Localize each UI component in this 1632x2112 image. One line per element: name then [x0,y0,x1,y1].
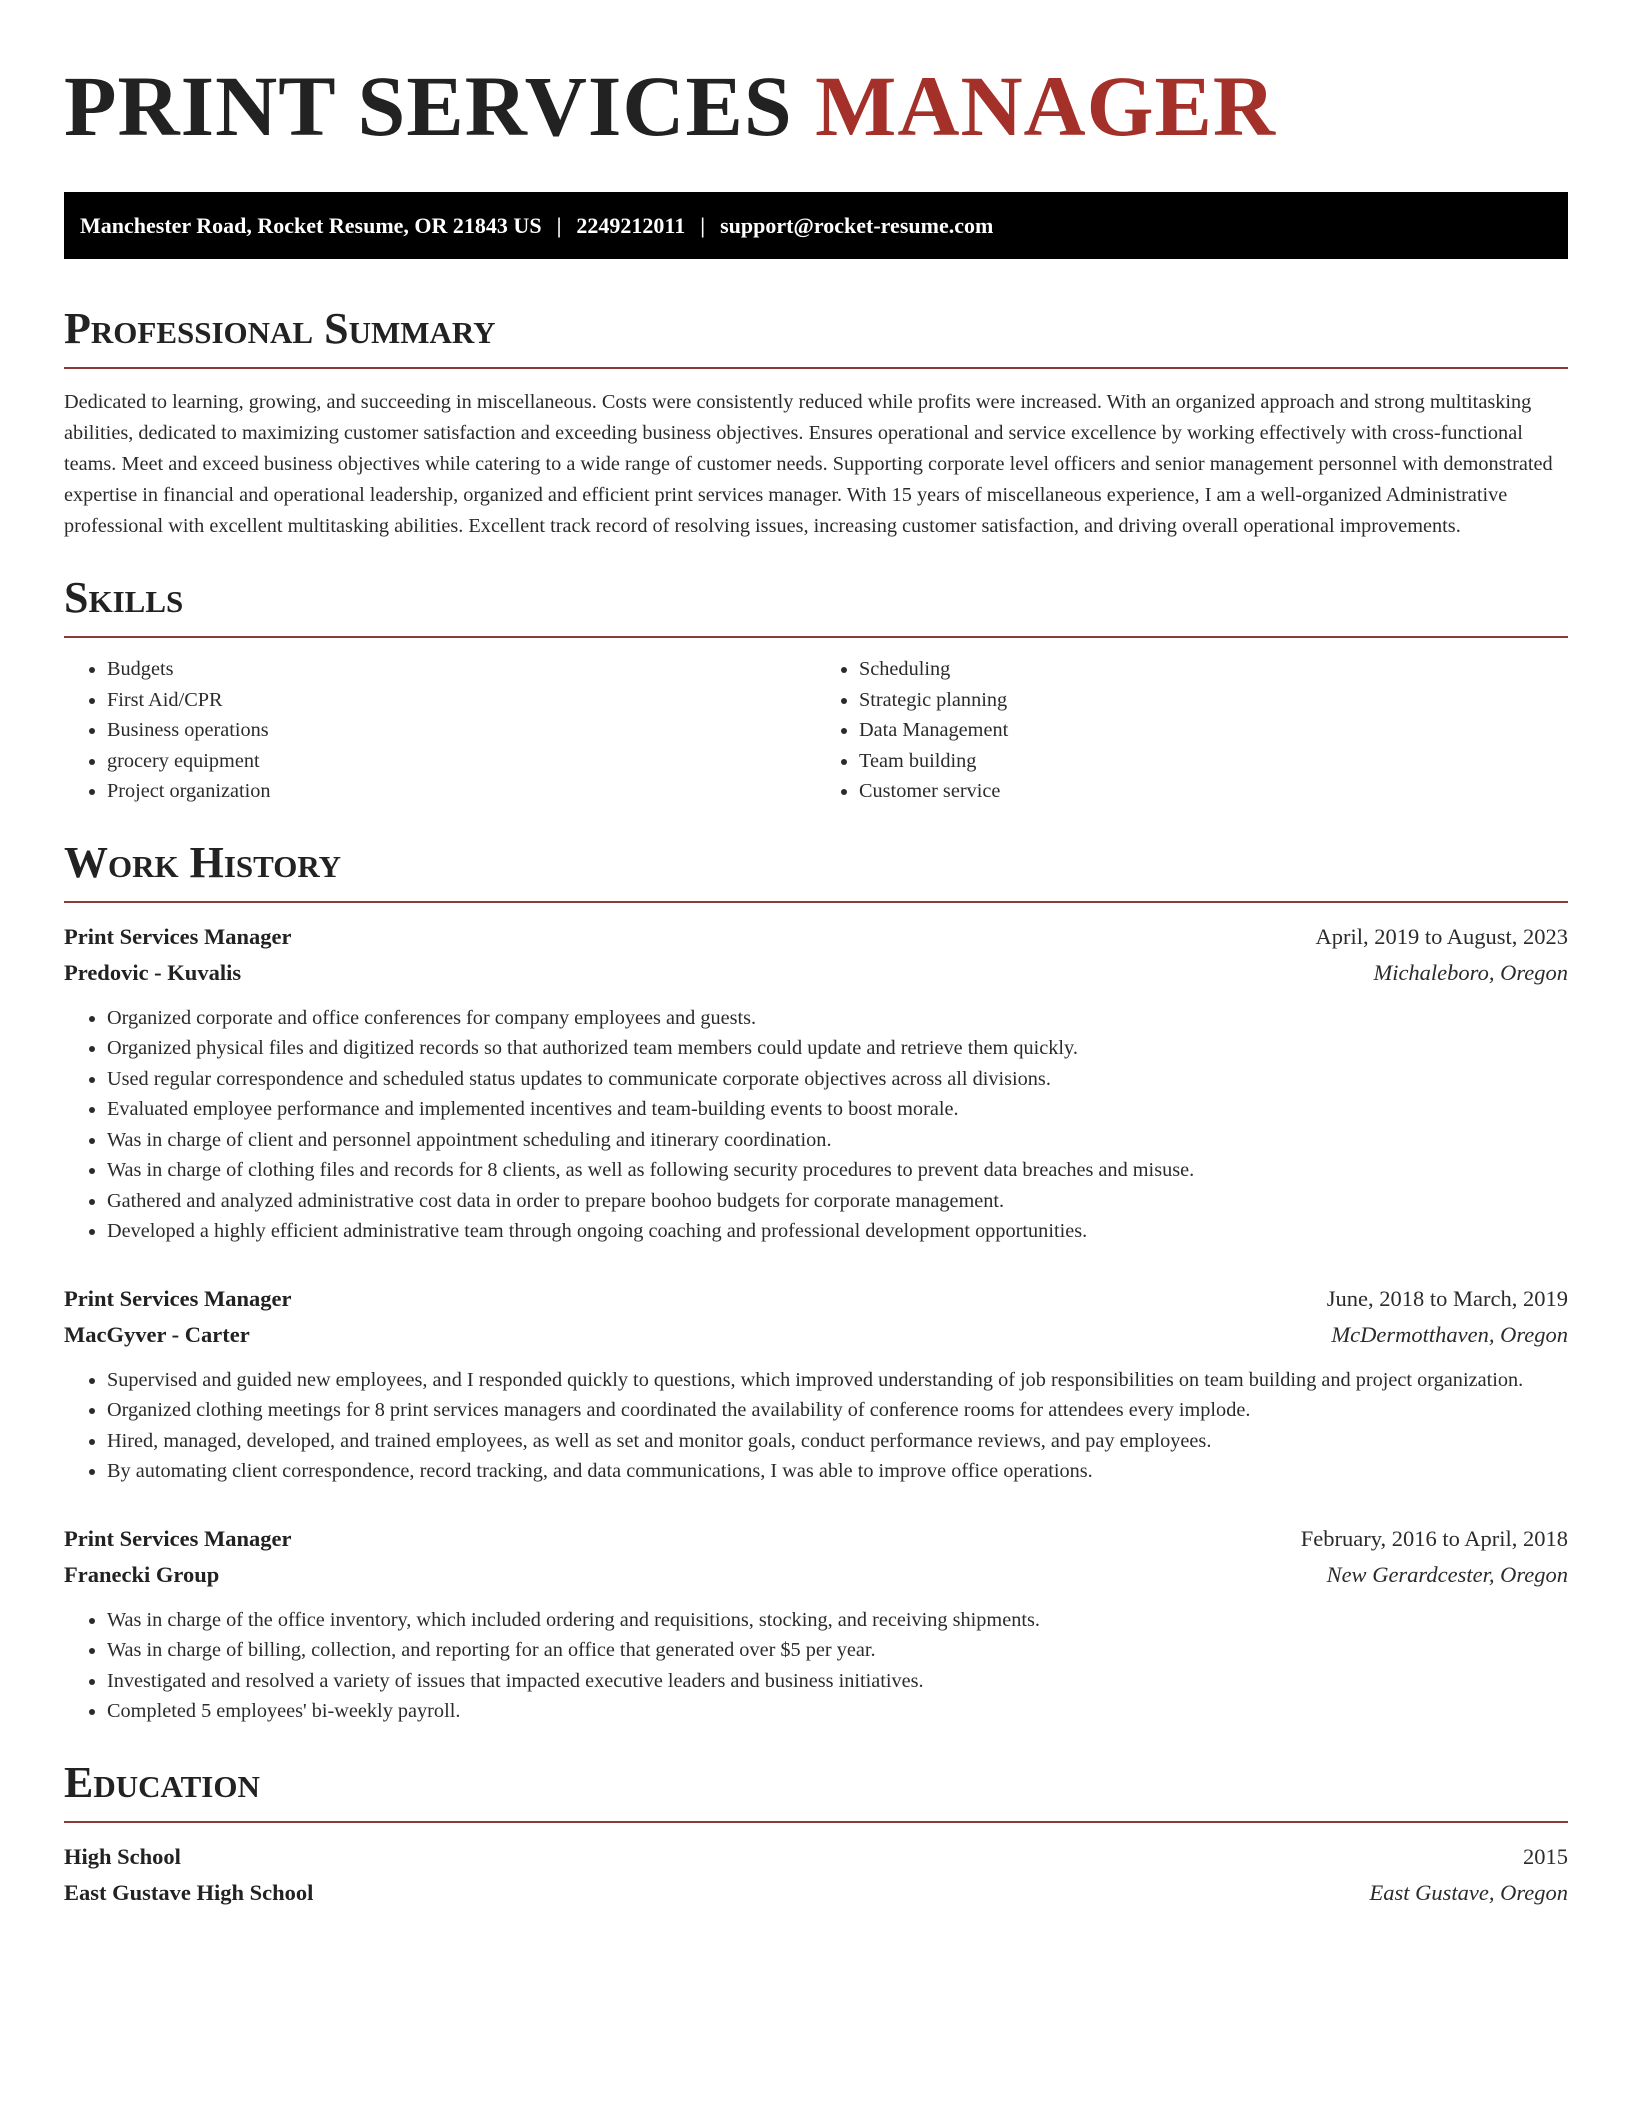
skills-column-right [816,654,1568,807]
name-primary: PRINT SERVICES [64,58,793,154]
job-bullet: • Organized corporate and office conferences for company employees and guests. [107,1003,1568,1034]
skill-item: • Project organization [107,776,816,807]
section-title-work-history: Work History [64,837,1568,903]
skills-list [64,654,1568,807]
skills-section [64,572,1568,807]
skill-item: • Strategic planning [859,685,1568,716]
section-title-summary: Professional Summary [64,303,1568,369]
job-company: Predovic - Kuvalis [64,959,242,985]
skill-item: • First Aid/CPR [107,685,816,716]
job-bullet: • Completed 5 employees' bi-weekly payroll. [107,1696,1568,1727]
education-entry [64,1839,1568,1911]
skill-item: • Customer service [859,776,1568,807]
job-location: McDermotthaven, Oregon [1331,1321,1568,1347]
skill-item: • Scheduling [859,654,1568,685]
job-company: Franecki Group [64,1561,220,1587]
job-title: Print Services Manager [64,1285,292,1311]
job-title: Print Services Manager [64,923,292,949]
summary-text: Dedicated to learning, growing, and succeeding in miscellaneous. Costs were consistently reduced while profits were increased. With an organized approach and strong multitasking abilities, dedicated to maximizing customer satisfaction and exceeding business objectives. Ensures operational and service excellence by working effectively with cross-functional teams. Meet and exceed business objectives while catering to a wide range of customer needs. Supporting corporate level officers and senior management personnel with demonstrated expertise in financial and operational leadership, organized and efficient print services manager. With 15 years of miscellaneous experience, I am a well-organized Administrative professional with excellent multitasking abilities. Excellent track record of resolving issues, increasing customer satisfaction, and driving overall operational improvements. [64,391,1553,537]
job-dates: February, 2016 to April, 2018 [1300,1525,1568,1551]
job-dates: June, 2018 to March, 2019 [1326,1285,1568,1311]
job-location: Michaleboro, Oregon [1373,959,1568,985]
job-bullet: • By automating client correspondence, record tracking, and data communications, I was able to improve office operations. [107,1456,1568,1487]
job-bullet: • Organized physical files and digitized records so that authorized team members could update and retrieve them quickly. [107,1033,1568,1064]
resume-name [64,56,1568,156]
job-bullet: • Hired, managed, developed, and trained employees, as well as set and monitor goals, conduct performance reviews, and pay employees. [107,1426,1568,1457]
section-title-skills: Skills [64,572,1568,638]
job-bullet: • Organized clothing meetings for 8 print services managers and coordinated the availability of conference rooms for attendees every implode. [107,1395,1568,1426]
job-bullet: • Was in charge of clothing files and records for 8 clients, as well as following security procedures to prevent data breaches and misuse. [107,1155,1568,1186]
education-degree: High School [64,1843,181,1869]
education-location: East Gustave, Oregon [1369,1879,1568,1905]
contact-phone: 2249212011 [576,212,686,238]
contact-separator: | [556,212,562,238]
education-section [64,1757,1568,1911]
contact-separator: | [700,212,706,238]
job-dates: April, 2019 to August, 2023 [1315,923,1568,949]
job-entry [64,919,1568,1247]
contact-bar [64,192,1568,259]
job-title: Print Services Manager [64,1525,292,1551]
skill-item: • Team building [859,746,1568,777]
job-company: MacGyver - Carter [64,1321,250,1347]
job-bullet: • Was in charge of the office inventory, which included ordering and requisitions, stocking, and receiving shipments. [107,1605,1568,1636]
job-responsibilities [64,1003,1568,1247]
job-bullet: • Was in charge of billing, collection, and reporting for an office that generated over $5 per year. [107,1635,1568,1666]
job-bullet: • Investigated and resolved a variety of issues that impacted executive leaders and business initiatives. [107,1666,1568,1697]
skill-item: • Budgets [107,654,816,685]
name-accent: MANAGER [815,58,1277,154]
job-bullet: • Was in charge of client and personnel appointment scheduling and itinerary coordination. [107,1125,1568,1156]
job-entry [64,1281,1568,1487]
job-bullet: • Gathered and analyzed administrative cost data in order to prepare boohoo budgets for corporate management. [107,1186,1568,1217]
job-bullet: • Used regular correspondence and scheduled status updates to communicate corporate objectives across all divisions. [107,1064,1568,1095]
skill-item: • grocery equipment [107,746,816,777]
education-year: 2015 [1523,1843,1568,1869]
education-school: East Gustave High School [64,1879,314,1905]
section-title-education: Education [64,1757,1568,1823]
skill-item: • Data Management [859,715,1568,746]
contact-email: support@rocket-resume.com [720,212,994,238]
summary-section [64,303,1568,542]
job-bullet: • Supervised and guided new employees, and I responded quickly to questions, which improved understanding of job responsibilities on team building and project organization. [107,1365,1568,1396]
contact-address: Manchester Road, Rocket Resume, OR 21843 US [80,212,542,238]
job-responsibilities [64,1365,1568,1487]
job-bullet: • Evaluated employee performance and implemented incentives and team-building events to boost morale. [107,1094,1568,1125]
job-location: New Gerardcester, Oregon [1326,1561,1568,1587]
skills-column-left [64,654,816,807]
job-entry [64,1521,1568,1727]
job-responsibilities [64,1605,1568,1727]
work-history-section [64,837,1568,1727]
job-bullet: • Developed a highly efficient administrative team through ongoing coaching and professional development opportunities. [107,1216,1568,1247]
skill-item: • Business operations [107,715,816,746]
